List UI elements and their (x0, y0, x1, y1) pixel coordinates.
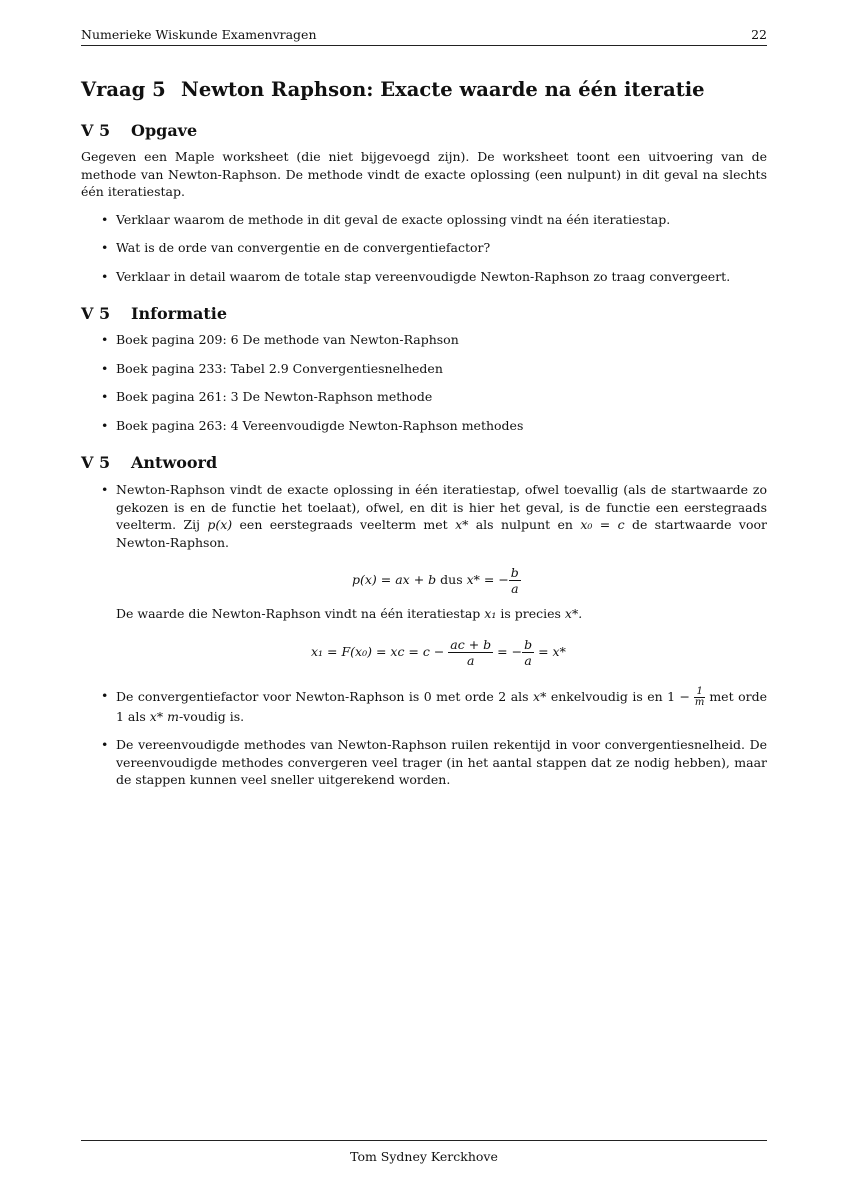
fraction-denominator: a (524, 652, 532, 668)
answer-text: de startwaarde voor Newton-Raphson. (116, 517, 767, 550)
math-expression: = − (497, 643, 523, 659)
equation-2-line (311, 637, 566, 668)
fraction-numerator: 1 (696, 685, 703, 697)
math-expression: x* (455, 517, 469, 532)
antwoord-heading-text: Antwoord (131, 453, 218, 472)
page-number: 22 (751, 27, 767, 42)
math-expression: = x* (538, 643, 566, 659)
list-item (81, 481, 767, 677)
antwoord-heading (81, 452, 767, 474)
page-content (81, 76, 767, 789)
opgave-list (81, 211, 767, 286)
fraction-numerator: b (524, 636, 533, 652)
fraction-numerator: ac + b (450, 636, 492, 652)
fraction-numerator: b (510, 565, 519, 580)
informatie-number: V 5 (81, 304, 111, 323)
opgave-intro: Gegeven een Maple worksheet (die niet bijgevoegd zijn). De worksheet toont een uitvoering van de methode van Newton-Raphson. De methode vindt de exacte oplossing (een nulpunt) in dit geval na slechts één iteratiestap. (81, 149, 767, 199)
opgave-number: V 5 (81, 121, 111, 140)
answer-text: enkelvoudig is en 1 − (550, 688, 691, 704)
list-item: • Boek pagina 233: Tabel 2.9 Convergentiesnelheden (81, 360, 767, 378)
antwoord-number: V 5 (81, 453, 111, 472)
math-expression: x*. (564, 606, 583, 621)
math-expression: m (167, 708, 179, 724)
math-expression: p(x) (207, 517, 233, 532)
list-item: • Boek pagina 261: 3 De Newton-Raphson methode (81, 388, 767, 406)
list-item: • Wat is de orde van convergentie en de convergentiefactor? (81, 239, 767, 257)
answer-text: Newton-Raphson vindt de exacte oplossing in één iteratiestap, ofwel toevallig (als de startwaarde zo gekozen is en de functie het toelaat), ofwel, en dit is hier het geval, is de functie een eerstegraads veelterm. (116, 482, 767, 532)
document-title: Numerieke Wiskunde Examenvragen (81, 27, 317, 42)
question-title (81, 76, 767, 104)
fraction (509, 565, 521, 596)
answer-text: is precies (500, 606, 561, 621)
page-footer (81, 1140, 767, 1164)
page-header (81, 28, 767, 46)
math-expression: x* = − (466, 572, 509, 587)
answer-text: De waarde die Newton-Raphson vindt na één iteratiestap (116, 606, 481, 621)
math-expression: p(x) = ax + b (352, 572, 437, 587)
equation-1 (116, 561, 767, 603)
opgave-heading (81, 120, 767, 142)
list-item: • Boek pagina 209: 6 De methode van Newton-Raphson (81, 331, 767, 349)
math-expression: x₁ (484, 606, 497, 621)
informatie-heading-text: Informatie (131, 304, 228, 323)
fraction (448, 637, 493, 668)
answer-text: als nulpunt en (475, 517, 573, 532)
fraction (522, 637, 534, 668)
answer-text: een eerstegraads veelterm met (239, 517, 448, 532)
list-item: • Boek pagina 263: 4 Vereenvoudigde Newton-Raphson methodes (81, 417, 767, 435)
fraction-denominator: m (694, 696, 705, 708)
math-expression: x* (149, 708, 164, 724)
math-text: dus (440, 572, 463, 587)
antwoord-list (81, 481, 767, 789)
informatie-heading (81, 303, 767, 325)
math-expression: x* (533, 688, 547, 704)
answer-text: De convergentiefactor voor Newton-Raphson is 0 met orde 2 als (116, 688, 529, 704)
answer-text: met orde 1 als (116, 688, 767, 724)
equation-2 (116, 633, 767, 677)
informatie-list (81, 331, 767, 434)
question-number: Vraag 5 (81, 78, 166, 101)
list-item (81, 687, 767, 726)
question-title-text: Newton Raphson: Exacte waarde na één iteratie (181, 78, 705, 101)
fraction-denominator: a (511, 581, 519, 596)
list-item: • De vereenvoudigde methodes van Newton-Raphson ruilen rekentijd in voor convergentiesnelheid. De vereenvoudigde methodes convergeren veel trager (in het aantal stappen dat ze nodig hebben), maar de stappen kunnen veel sneller uitgerekend worden. (81, 736, 767, 789)
answer-text: -voudig is. (178, 708, 245, 724)
equation-1-line (352, 565, 521, 596)
fraction-denominator: a (467, 652, 475, 668)
list-item: • Verklaar in detail waarom de totale stap vereenvoudigde Newton-Raphson zo traag convergeert. (81, 268, 767, 286)
list-item: • Verklaar waarom de methode in dit geval de exacte oplossing vindt na één iteratiestap. (81, 211, 767, 229)
opgave-heading-text: Opgave (131, 121, 198, 140)
math-expression: x₀ = c (580, 517, 625, 532)
answer-mid-line (116, 605, 767, 623)
math-expression: x₁ = F(x₀) = xc = c − (311, 643, 445, 659)
answer-text: Zij (183, 517, 200, 532)
footer-author: Tom Sydney Kerckhove (350, 1149, 498, 1164)
fraction (694, 687, 704, 708)
